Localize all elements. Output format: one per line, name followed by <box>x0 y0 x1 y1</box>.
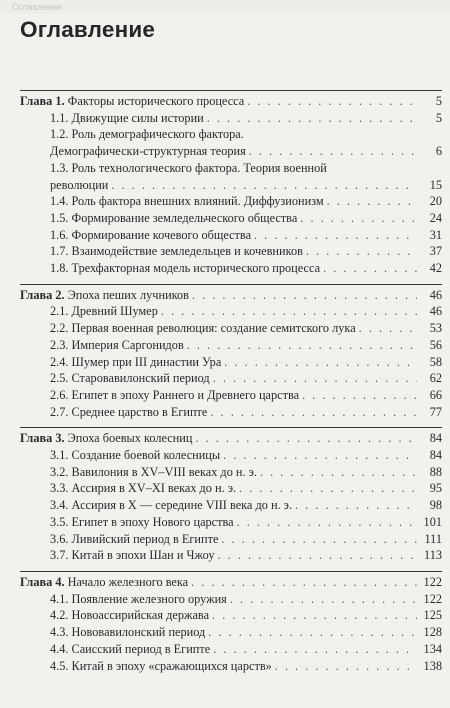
dot-leader <box>275 658 417 675</box>
toc-entry[interactable] <box>20 497 442 514</box>
dot-leader <box>161 303 417 320</box>
entry-title: 3.1. Создание боевой колесницы <box>50 448 221 463</box>
page-number: 98 <box>429 498 442 513</box>
toc-entry[interactable] <box>20 514 442 531</box>
page-number: 66 <box>429 387 442 402</box>
dot-leader <box>187 337 417 354</box>
toc-entry[interactable] <box>20 303 442 320</box>
chapter-name: Начало железного века <box>67 574 189 589</box>
page-number: 77 <box>429 404 442 419</box>
toc-entry[interactable] <box>20 354 442 371</box>
entry-title: 1.7. Взаимодействие земледельцев и кочевников <box>50 244 303 259</box>
chapter-heading[interactable] <box>20 430 442 447</box>
chapter-number: Глава 2. <box>20 287 65 302</box>
entry-title: 2.2. Первая военная революция: создание семитского лука <box>50 321 356 336</box>
dot-leader <box>221 531 417 548</box>
chapter-heading[interactable] <box>20 574 442 591</box>
dot-leader <box>300 210 417 227</box>
dot-leader <box>359 320 417 337</box>
chapter-title <box>20 287 189 304</box>
toc-entry[interactable] <box>20 210 442 227</box>
toc-entry[interactable] <box>20 126 442 143</box>
chapter-block <box>20 284 442 421</box>
previous-page-header-bleed: Оглавление <box>0 0 450 14</box>
dot-leader <box>191 574 417 591</box>
entry-title: 2.4. Шумер при III династии Ура <box>50 354 222 369</box>
entry-title: 2.6. Египет в эпоху Раннего и Древнего царства <box>50 387 300 402</box>
dot-leader <box>213 370 417 387</box>
page-number: 101 <box>423 514 442 529</box>
toc-entry[interactable] <box>20 624 442 641</box>
entry-title: 1.1. Движущие силы истории <box>50 110 204 125</box>
entry-title: 2.7. Среднее царство в Египте <box>50 404 208 419</box>
page-number: 24 <box>429 210 442 225</box>
dot-leader <box>213 641 417 658</box>
dot-leader <box>323 260 417 277</box>
toc-entry-continuation[interactable] <box>20 143 442 160</box>
dot-leader <box>260 464 417 481</box>
chapter-block <box>20 571 442 674</box>
entry-title: 2.3. Империя Саргонидов <box>50 337 184 352</box>
entry-title: 3.6. Ливийский период в Египте <box>50 531 219 546</box>
entry-title: 4.5. Китай в эпоху «сражающихся царств» <box>50 658 272 673</box>
entry-title: 4.4. Саисский период в Египте <box>50 641 211 656</box>
page-number: 20 <box>429 194 442 209</box>
entry-title: 1.6. Формирование кочевого общества <box>50 227 252 242</box>
chapter-name: Эпоха боевых колесниц <box>67 431 193 446</box>
toc-entry[interactable] <box>20 193 442 210</box>
dot-leader <box>218 547 417 564</box>
entry-title: 2.5. Старовавилонский период <box>50 371 210 386</box>
entry-title: революции <box>50 177 109 192</box>
toc-entry[interactable] <box>20 387 442 404</box>
toc-entry[interactable] <box>20 320 442 337</box>
page-number: 138 <box>423 658 442 673</box>
entry-title: 1.2. Роль демографического фактора. <box>50 127 244 142</box>
chapter-block <box>20 427 442 564</box>
dot-leader <box>207 110 417 127</box>
toc-entry[interactable] <box>20 591 442 608</box>
toc-entry[interactable] <box>20 658 442 675</box>
chapter-number: Глава 3. <box>20 431 65 446</box>
toc-entry[interactable] <box>20 160 442 177</box>
entry-title: 3.3. Ассирия в XV–XI веках до н. э. <box>50 481 237 496</box>
chapter-name: Факторы исторического процесса <box>67 94 245 108</box>
page-number: 6 <box>435 144 442 159</box>
dot-leader <box>212 607 417 624</box>
toc-entry[interactable] <box>20 243 442 260</box>
toc-entry[interactable] <box>20 531 442 548</box>
chapter-number: Глава 1. <box>20 94 65 108</box>
page-number: 5 <box>435 110 442 125</box>
chapter-title <box>20 574 188 591</box>
dot-leader <box>223 447 417 464</box>
toc-entry[interactable] <box>20 227 442 244</box>
entry-title: 1.8. Трехфакторная модель исторического процесса <box>50 261 321 276</box>
chapter-name: Эпоха пеших лучников <box>67 287 189 302</box>
chapter-heading[interactable] <box>20 287 442 304</box>
page-number: 84 <box>429 448 442 463</box>
page-number: 42 <box>429 261 442 276</box>
entry-title: 1.3. Роль технологического фактора. Теория военной <box>50 160 327 175</box>
entry-title: 4.2. Новоассирийская держава <box>50 608 210 623</box>
toc-entry[interactable] <box>20 607 442 624</box>
toc-entry[interactable] <box>20 547 442 564</box>
page-number: 134 <box>423 641 442 656</box>
page-number: 122 <box>423 574 442 589</box>
chapter-title <box>20 93 244 110</box>
toc-entry[interactable] <box>20 260 442 277</box>
dot-leader <box>327 193 417 210</box>
page-number: 37 <box>429 244 442 259</box>
dot-leader <box>192 287 417 304</box>
chapter-title <box>20 430 192 447</box>
entry-title: 4.1. Появление железного оружия <box>50 591 227 606</box>
entry-title: 3.5. Египет в эпоху Нового царства <box>50 514 234 529</box>
page-number: 95 <box>429 481 442 496</box>
page-number: 53 <box>429 321 442 336</box>
entry-title: 3.4. Ассирия в X — середине VIII века до н. э. <box>50 498 293 513</box>
dot-leader <box>195 430 417 447</box>
entry-title: 3.2. Вавилония в XV–VIII веках до н. э. <box>50 464 257 479</box>
entry-title: 2.1. Древний Шумер <box>50 304 158 319</box>
toc-entry[interactable] <box>20 404 442 421</box>
page-number: 58 <box>429 354 442 369</box>
entry-title: 3.7. Китай в эпохи Шан и Чжоу <box>50 548 215 563</box>
page-number: 15 <box>429 177 442 192</box>
chapter-number: Глава 4. <box>20 574 65 589</box>
chapter-heading[interactable] <box>20 93 442 110</box>
toc-entry[interactable] <box>20 447 442 464</box>
page-number: 88 <box>429 464 442 479</box>
dot-leader <box>295 497 417 514</box>
toc-entry[interactable] <box>20 641 442 658</box>
dot-leader <box>302 387 417 404</box>
chapter-block <box>20 90 442 277</box>
entry-title: 1.4. Роль фактора внешних влияний. Диффузионизм <box>50 194 324 209</box>
page-number: 31 <box>429 227 442 242</box>
dot-leader <box>254 227 417 244</box>
entry-title: 1.5. Формирование земледельческого общества <box>50 210 298 225</box>
dot-leader <box>210 404 417 421</box>
page-number: 128 <box>423 625 442 640</box>
entry-title: 4.3. Нововавилонский период <box>50 625 206 640</box>
page-number: 122 <box>423 591 442 606</box>
dot-leader <box>247 93 417 110</box>
dot-leader <box>208 624 417 641</box>
dot-leader <box>237 514 417 531</box>
table-of-contents <box>20 90 442 681</box>
page-number: 62 <box>429 371 442 386</box>
page-number: 111 <box>424 531 442 546</box>
page-number: 84 <box>429 431 442 446</box>
toc-entry[interactable] <box>20 370 442 387</box>
dot-leader <box>306 243 417 260</box>
page-title: Оглавление <box>20 17 156 42</box>
toc-entry-continuation[interactable] <box>20 177 442 194</box>
page-number: 5 <box>435 94 442 108</box>
toc-entry[interactable] <box>20 480 442 497</box>
page-number: 46 <box>429 287 442 302</box>
dot-leader <box>224 354 417 371</box>
page-number: 113 <box>424 548 442 563</box>
dot-leader <box>230 591 417 608</box>
dot-leader <box>111 177 417 194</box>
page-number: 56 <box>429 337 442 352</box>
entry-title: Демографически-структурная теория <box>50 144 246 159</box>
page-number: 125 <box>423 608 442 623</box>
toc-entry[interactable] <box>20 110 442 127</box>
dot-leader <box>249 143 417 160</box>
toc-entry[interactable] <box>20 464 442 481</box>
toc-entry[interactable] <box>20 337 442 354</box>
page-number: 46 <box>429 304 442 319</box>
dot-leader <box>239 480 417 497</box>
